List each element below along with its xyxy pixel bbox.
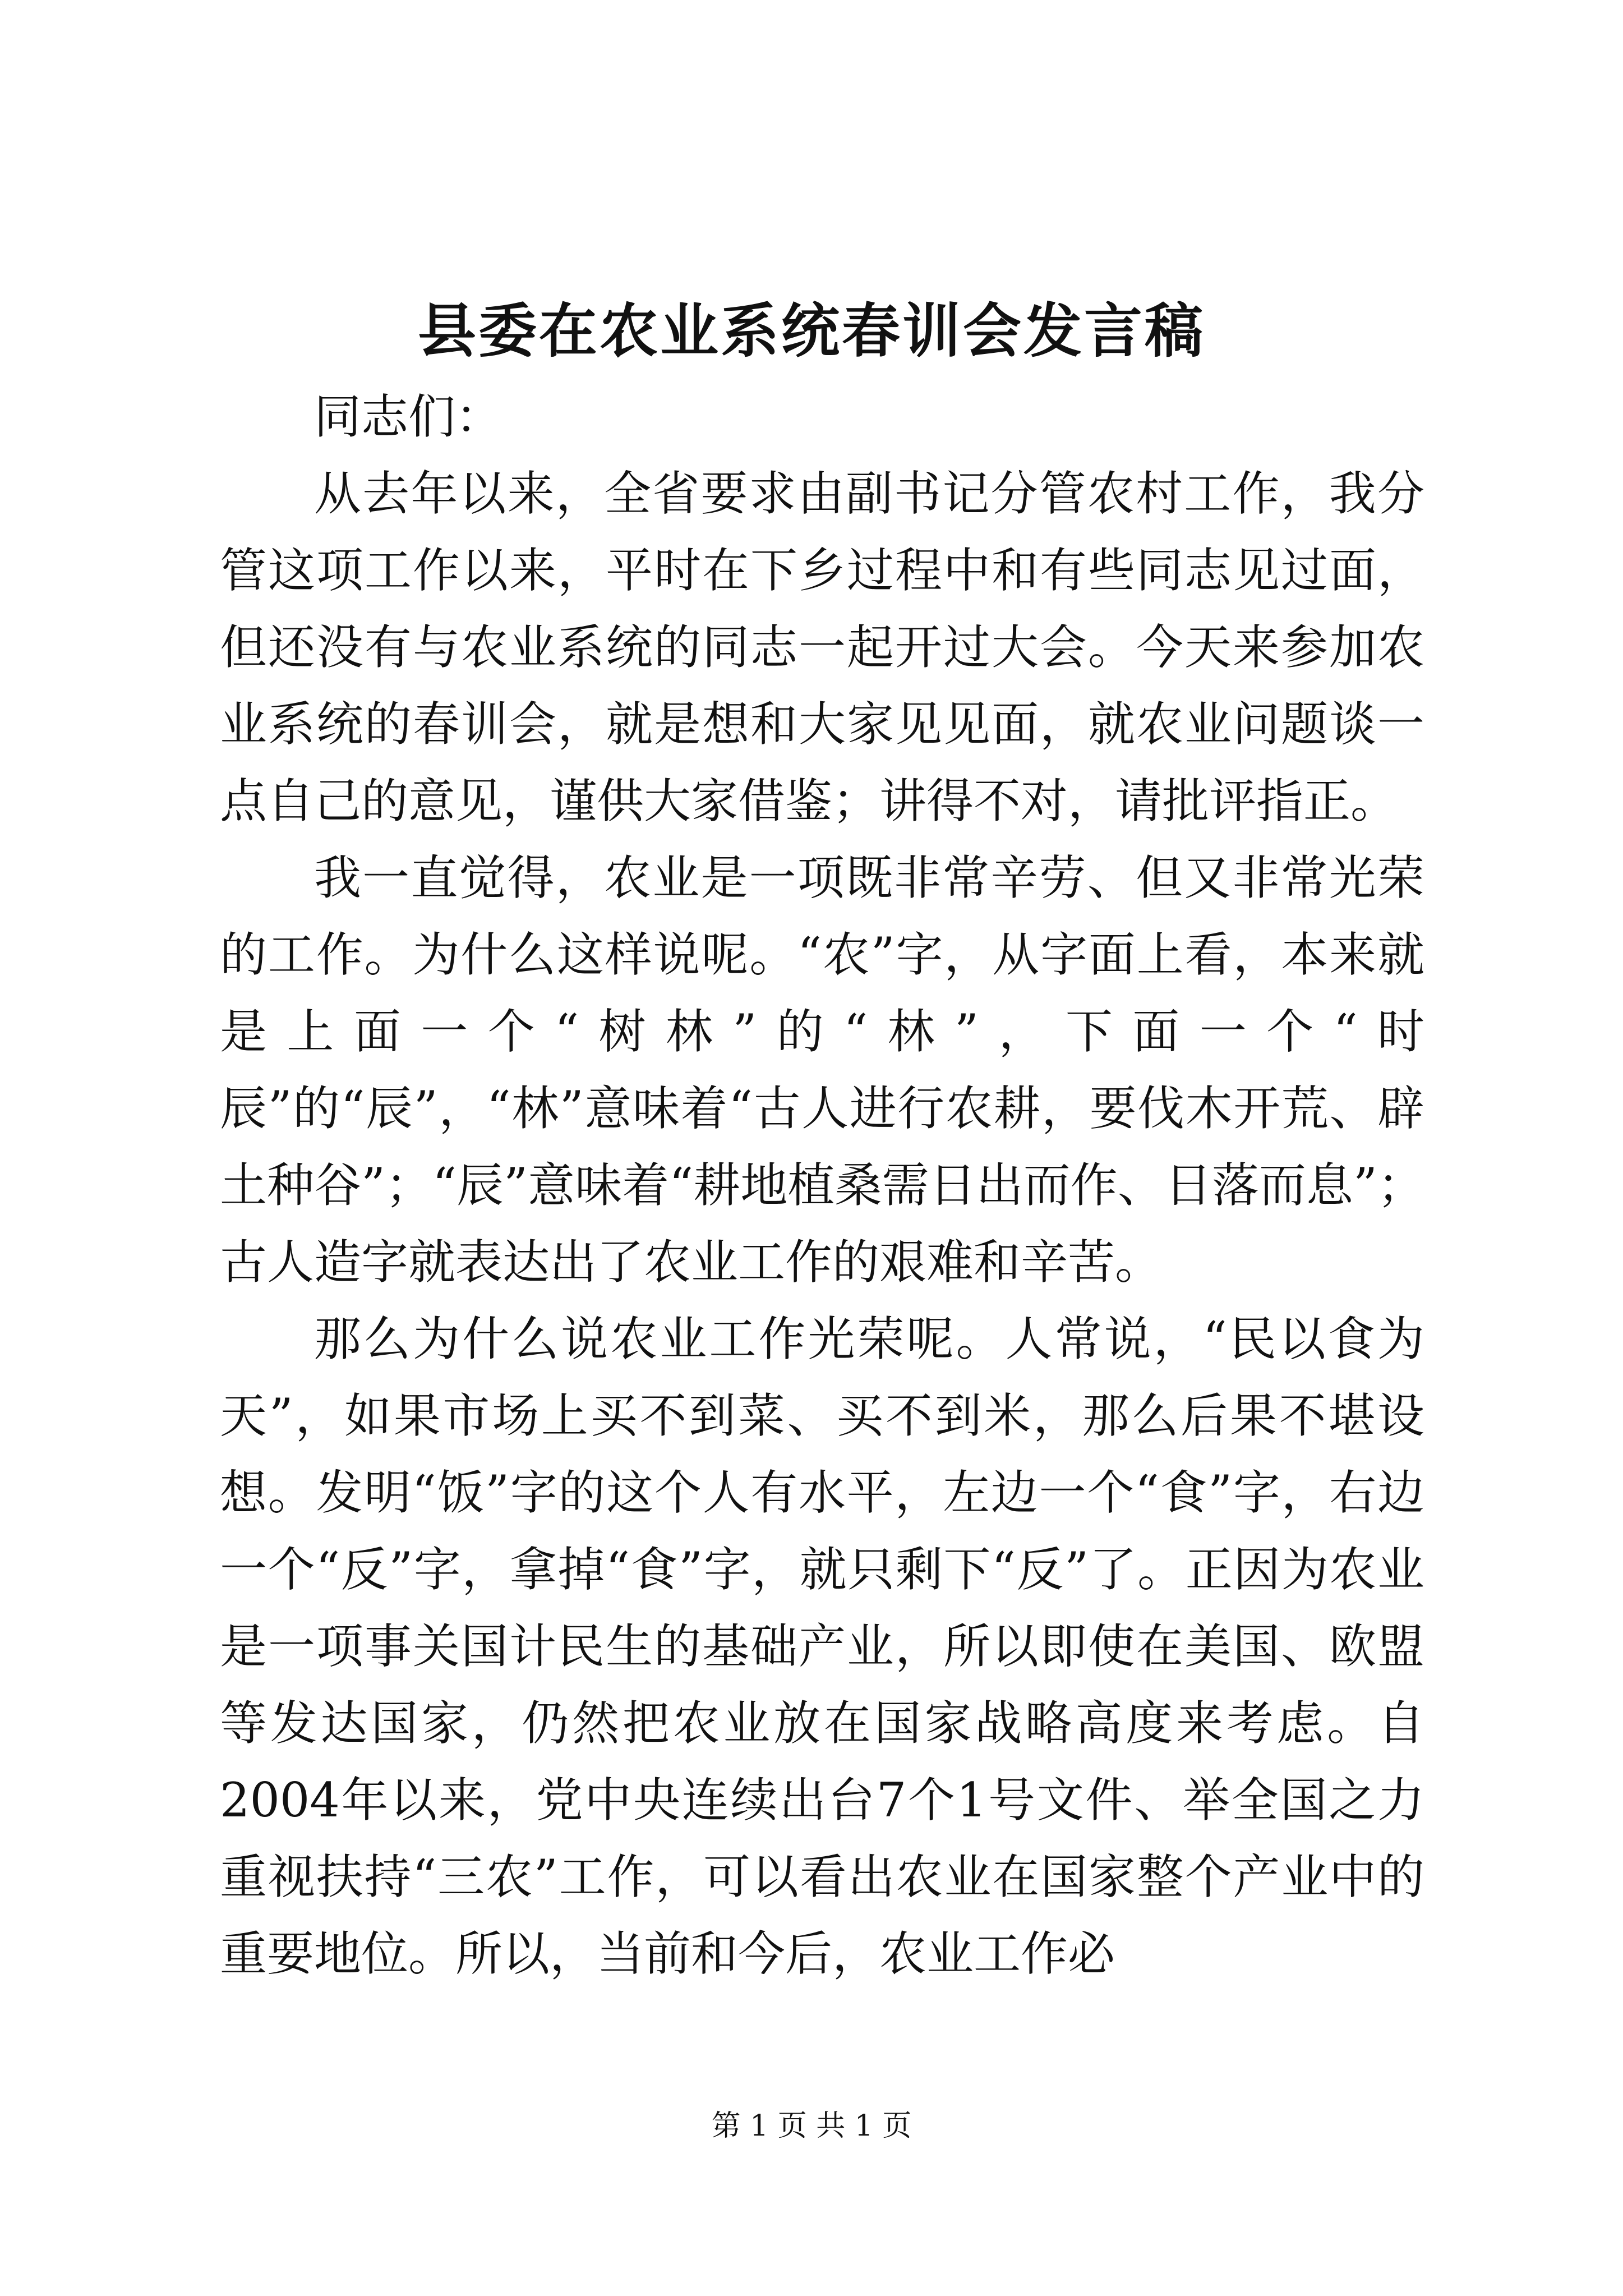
salutation-paragraph: 同志们： — [314, 389, 503, 444]
document-body — [220, 379, 1424, 1993]
body-paragraph: 从去年以来，全省要求由副书记分管农村工作，我分管这项工作以来，平时在下乡过程中和有些同志见过面，但还没有与农业系统的同志一起开过大会。今天来参加农业系统的春训会，就是想和大家见见面，就农业问题谈一点自己的意见，谨供大家借鉴；讲得不对，请批评指正。 — [220, 466, 1424, 829]
page-footer — [0, 2106, 1623, 2146]
document-title: 县委在农业系统春训会发言稿 — [417, 296, 1205, 365]
body-paragraph: 我一直觉得，农业是一项既非常辛劳、但又非常光荣的工作。为什么这样说呢。“农”字，从字面上看，本来就是上面一个“树林”的“林”，下面一个“时辰”的“辰”，“林”意味着“古人进行农耕，要伐木开荒、辟土种谷”；“辰”意味着“耕地植桑需日出而作、日落而息”；古人造字就表达出了农业工作的艰难和辛苦。 — [220, 850, 1424, 1290]
page-number-label: 第 1 页 共 1 页 — [711, 2109, 912, 2143]
body-paragraph: 那么为什么说农业工作光荣呢。人常说，“民以食为天”，如果市场上买不到菜、买不到米，那么后果不堪设想。发明“饭”字的这个人有水平，左边一个“食”字，右边一个“反”字，拿掉“食”字，就只剩下“反”了。正因为农业是一项事关国计民生的基础产业，所以即使在美国、欧盟等发达国家，仍然把农业放在国家战略高度来考虑。自2004年以来，党中央连续出台7个1号文件、举全国之力重视扶持“三农”工作，可以看出农业在国家整个产业中的重要地位。所以，当前和今后，农业工作必 — [220, 1312, 1424, 1981]
